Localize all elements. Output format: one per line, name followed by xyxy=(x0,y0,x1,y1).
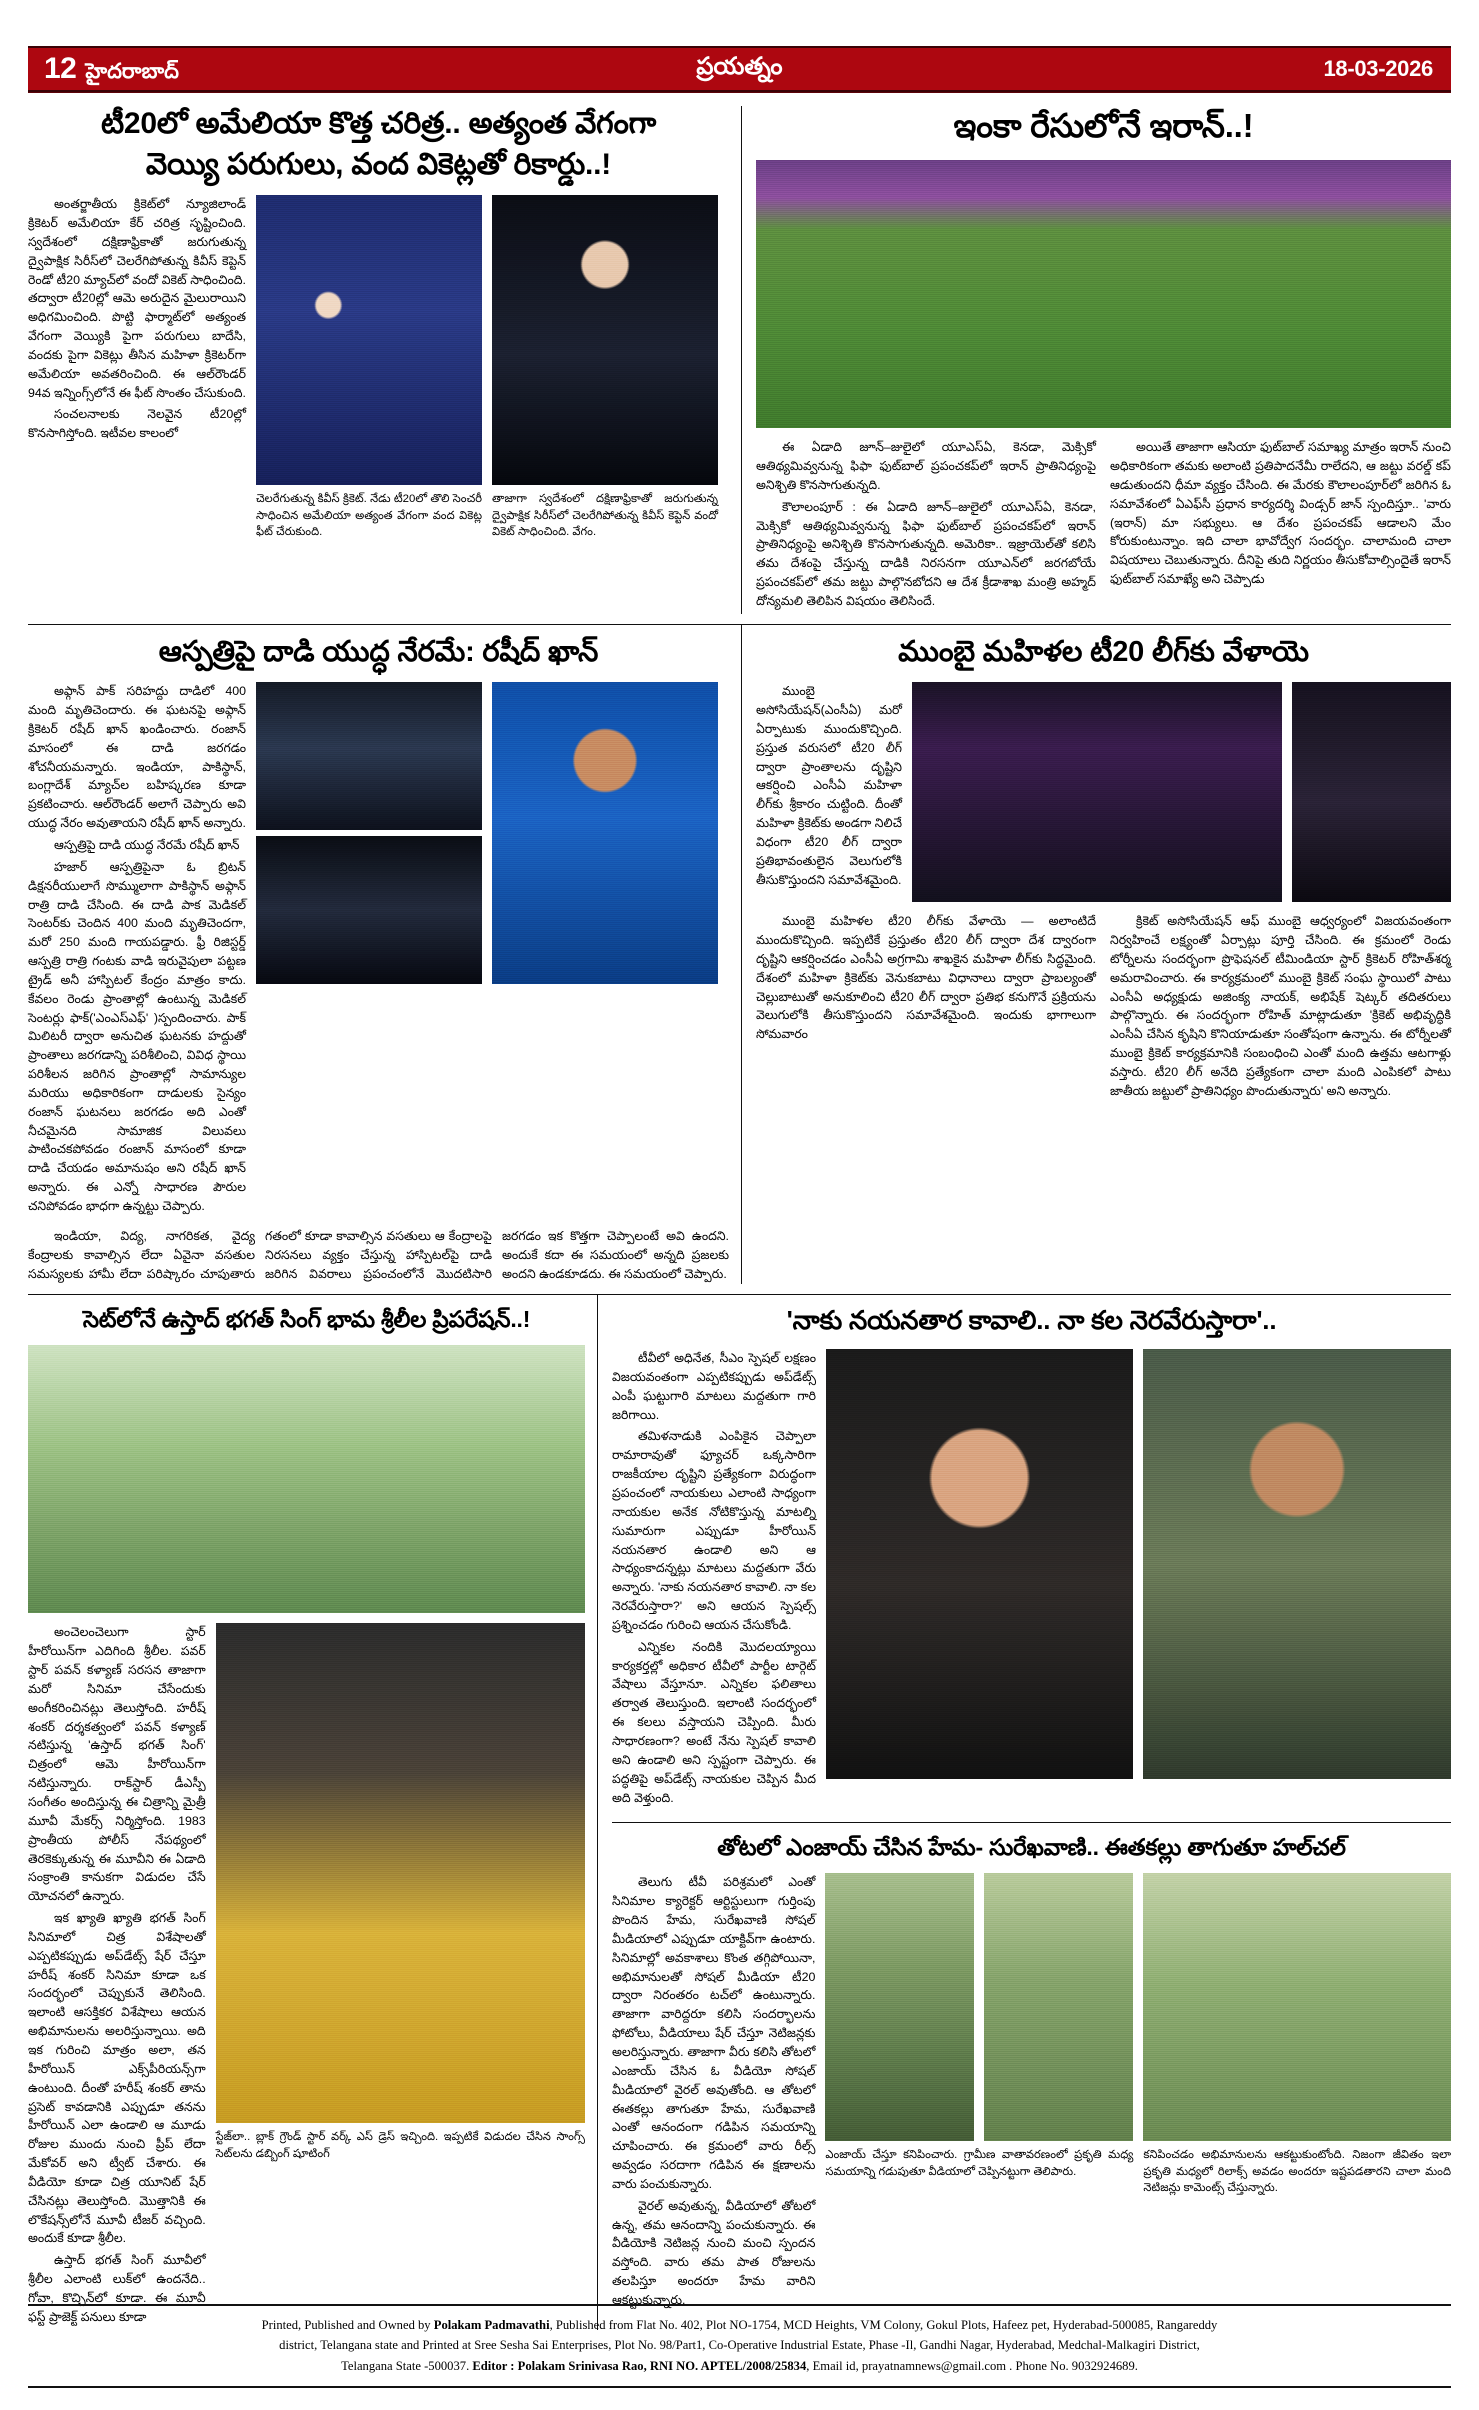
mumbai-para-3: క్రికెట్ అసోసియేషన్ ఆఫ్ ముంబై ఆధ్వర్యంలో విజయవంతంగా నిర్వహించే లక్ష్యంతో ఏర్పాట్లు పూర్తి చేసింది. ఈ క్రమంలో రెండు టోర్నీలను సందర్భంగా ప్రొఫెషనల్ టీమిండియా స్టార్ క్రికెటర్ రోహిత్‌శర్మ అమరావించారు. ఈ కార్యక్రమంలో ముంబై క్రికెట్ సంఘ స్థాయిలో పాటు ఎంసీఏ అధ్యక్షుడు అజింక్య నాయక్, అభిషేక్ షెట్కర్ తదితరులు పాల్గొన్నారు. ఈ సందర్భంగా రోహిత్ మాట్లాడుతూ 'క్రికెట్ అభివృద్ధికి ఎంసీఏ చేసిన కృషిని కొనియాడుతూ సంతోషంగా ఉన్నాను. ఈ టోర్నీలతో ముంబై క్రికెట్ కార్యక్రమానికి సంబంధించి ఎంతో మంది ఉత్తమ ఆటగాళ్లు వస్తారు. టీ20 లీగ్ అనేది ప్రత్యేకంగా చాలా మంది ఎంపికలో పాటు జాతీయ జట్టులో ప్రాతినిధ్యం పొందుతున్నారు' అని అన్నారు. xyxy=(1110,914,1451,1098)
garden-photo-3 xyxy=(1143,1873,1451,2141)
iran-column-1 xyxy=(756,438,1096,614)
article-srileela xyxy=(28,1294,598,2329)
rashid-text-column xyxy=(28,682,246,1219)
article-iran xyxy=(742,106,1451,614)
amelia-photo-1-wrap xyxy=(256,195,482,541)
footer-imprint xyxy=(28,2304,1451,2388)
article-amelia xyxy=(28,106,742,614)
footer-publisher-name: Polakam Padmavathi xyxy=(433,2317,550,2332)
rashid-headline: ఆస్పత్రిపై దాడి యుద్ధ నేరమే: రషీద్ ఖాన్ xyxy=(158,635,599,668)
nayanthara-photo xyxy=(826,1349,1133,1779)
rashid-caption-wrap xyxy=(28,1227,729,1285)
rashid-para-1: అఫ్గాన్ పాక్ సరిహద్దు దాడిలో 400 మంది మృతిచెందారు. ఈ ఘటనపై అఫ్గాన్ క్రికెటర్ రషీద్ ఖాన్ ఖండించారు. రంజాన్ మాసంలో ఈ దాడి జరగడం శోచనీయమన్నారు. ఇండియా, పాకిస్థాన్, బంగ్లాదేశ్ మ్యాచ్‌ల బహిష్కరణ కూడా ప్రకటించారు. ఆల్‌రౌండర్ అలాగే చెప్పారు అవి యుద్ధ నేరం అవుతాయని రషీద్ ఖాన్ అన్నారు. xyxy=(28,684,246,831)
article-mumbai xyxy=(742,624,1451,1285)
publication-title: ప్రయత్నం xyxy=(696,52,783,80)
srileela-caption: స్టేజ్‌లా.. బ్లాక్ గ్రౌండ్ స్టార్ వర్క్ ఎస్ డ్రెస్ ఇచ్చింది. ఇప్పటికే విడుదల చేసిన సాంగ్స్ సెట్‌లను డబ్బింగ్ షూటింగ్ xyxy=(215,2131,585,2160)
garden-photo-2 xyxy=(984,1873,1133,2141)
garden-photo-2-col xyxy=(984,1873,1133,2141)
garden-caption-right: కనిపించడం అభిమానులను ఆకట్టుకుంటోంది. నిజంగా జీవితం ఇలా ప్రకృతి మధ్యలో రిలాక్స్ అవడం అందరూ ఇష్టపడతారని చాలా మంది నెటిజన్లు కామెంట్స్ చేస్తున్నారు. xyxy=(1143,2149,1451,2195)
nayanthara-para-3: ఎన్నికల నందికి మొదలయ్యాయి కార్యకర్తల్లో అధికార టీవీలో పార్టీల టార్గెట్ వేషాలు వేస్తూనూ. ఎన్నికల ఫలితాలు తర్వాత తెలుస్తుంది. ఇలాంటి సందర్భంలో ఈ కలలు వస్తాయని చెప్పింది. మీరు సాధారణంగా? అంటే నేను స్పెషల్ కావాలి అని ఉండాలి అని స్పష్టంగా చెప్పారు. ఈ పద్ధతిపై అప్‌డేట్స్ నాయకుల చెప్పిన మీద అది వెళ్తుంది. xyxy=(612,1639,816,1805)
garden-photo-1 xyxy=(825,1873,974,2141)
mumbai-para-1: ముంబై అసోసియేషన్(ఎంసీఏ) మరో ఏర్పాటుకు ముందుకొచ్చింది. ప్రస్తుత వరుసలో టీ20 లీగ్ ద్వారా ప్రాంతాలను దృష్టిని ఆకర్షించి ఎంసీఏ మహిళా లీగ్‌కు శ్రీకారం చుట్టింది. దీంతో మహిళా క్రికెట్‌కు అండగా నిలిచే విధంగా టీ20 లీగ్ ద్వారా ప్రతిభావంతులైన వెలుగులోకి తీసుకొస్తుందని సమావేశమైంది. xyxy=(756,684,902,887)
nayanthara-headline: 'నాకు నయనతార కావాలి.. నా కల నెరవేరుస్తారా'.. xyxy=(786,1305,1277,1336)
iran-para-1: ఈ ఏడాది జూన్–జులైలో యూఎస్‌ఏ, కెనడా, మెక్సికో ఆతిథ్యమివ్వనున్న ఫిఫా ఫుట్‌బాల్ ప్రపంచకప్‌లో ఇరాన్ ప్రాతినిధ్యంపై అనిశ్చితి కొనసాగుతున్నది. xyxy=(756,440,1096,492)
srileela-para-1: అంచెలంచెలుగా స్టార్ హీరోయిన్‌గా ఎదిగింది శ్రీలీల. పవర్ స్టార్ పవన్ కళ్యాణ్ సరసన తాజాగా మరో సినిమా చేసేందుకు అంగీకరించినట్లు తెలుస్తోంది. హరీష్ శంకర్ దర్శకత్వంలో పవన్ కళ్యాణ్ నటిస్తున్న 'ఉస్తాద్ భగత్ సింగ్' చిత్రంలో ఆమె హీరోయిన్‌గా నటిస్తున్నారు. రాక్‌స్టార్ డీఎస్పీ సంగీతం అందిస్తున్న ఈ చిత్రాన్ని మైత్రీ మూవీ మేకర్స్ నిర్మిస్తోంది. 1983 ప్రాంతీయ పోలీస్ నేపథ్యంలో తెరకెక్కుతున్న ఈ మూవీని ఈ ఏడాది సంక్రాంతి కానుకగా విడుదల చేసే యోచనలో ఉన్నారు. xyxy=(28,1625,206,1904)
iran-team-photo xyxy=(756,160,1451,428)
newspaper-page xyxy=(0,46,1479,2410)
srileela-headline: సెట్‌లోనే ఉస్తాద్ భగత్ సింగ్ భామ శ్రీలీల ప్రిపరేషన్..! xyxy=(82,1306,531,1333)
mumbai-trophy-photo xyxy=(1292,682,1451,902)
right-bottom-stack xyxy=(598,1294,1451,2329)
article-rashid xyxy=(28,624,742,1285)
iran-para-3: అయితే తాజాగా ఆసియా ఫుట్‌బాల్ సమాఖ్య మాత్రం ఇరాన్ నుంచి అధికారికంగా తమకు అలాంటి ప్రతిపాదనేమీ రాలేదని, ఆ జట్టు వరల్డ్ కప్ ఆడుతుందని ధీమా వ్యక్తం చేసింది. ఈ మేరకు కౌలాలంపూర్‌లో జరిగిన ఓ సమావేశంలో ఏఎఫ్‌సీ ప్రధాన కార్యదర్శి విండ్సర్ జాన్ స్పందిస్తూ.. 'వారు (ఇరాన్) మా సభ్యులు. ఆ దేశం ప్రపంచకప్ ఆడాలని మేం కోరుకుంటున్నాం. ఇది చాలా భావోద్వేగ సందర్భం. చాలామంది చాలా విషయాలు చెబుతున్నారు. దీనిపై తుది నిర్ణయం తీసుకోవాల్సిందైతే ఇరాన్ ఫుట్‌బాల్ సమాఖ్యే అని చెప్పాడు xyxy=(1110,440,1451,587)
publication-date: 18-03-2026 xyxy=(1323,56,1433,81)
footer-contact-info: , Email id, prayatnamnews@gmail.com . Phone No. 9032924689. xyxy=(806,2358,1138,2373)
mumbai-para-2: ముంబై మహిళల టీ20 లీగ్‌కు వేళాయె — అలాంటిదే ముందుకొచ్చింది. ఇప్పటికే ప్రస్తుతం టీ20 లీగ్ ద్వారా దేశ ద్వారంగా దృష్టిని ఆకర్షించడం ఎంసీఏ అగ్రగామి శాఖకైన మహిళా లీగ్‌కు సిద్ధమైంది. దేశంలో మహిళా క్రికెట్‌కు వెనుకబాటు విధానాలు ద్వారా ప్రాబల్యంతో చెల్లుబాటుతో అనుకూలించి టీ20 లీగ్ ద్వారా ప్రతిభ కనుగొనే ప్రక్రియను వెలుగులోకి తీసుకొస్తుందని సమావేశమైంది. ఇందుకు భాగాలుగా సోమవారం xyxy=(756,914,1096,1042)
iran-para-2: కౌలాలంపూర్ : ఈ ఏడాది జూన్–జులైలో యూఎస్‌ఏ, కెనడా, మెక్సికో ఆతిథ్యమివ్వనున్న ఫిఫా ఫుట్‌బాల్ ప్రపంచకప్‌లో ఇరాన్ ప్రాతినిధ్యంపై అనిశ్చితి కొనసాగుతున్నది. అమెరికా.. ఇజ్రాయెల్‌తో కలిసి తమ దేశంపై చేస్తున్న దాడికి నిరసనగా యూఎన్‌లో జరగబోయే ప్రపంచకప్‌లో తమ జట్టు పాల్గొనబోదని ఆ దేశ క్రీడాశాఖ మంత్రి అహ్మద్ దోన్యమలి తెలిపిన విషయం తెలిసిందే. xyxy=(756,499,1096,608)
amelia-bowling-photo xyxy=(492,195,718,485)
footer-rni-number: RNI NO. APTEL/2008/25834 xyxy=(649,2358,807,2373)
srileela-para-2: ఇక ఖ్యాతి ఖ్యాతి భగత్ సింగ్ సినిమాలో చిత్ర విశేషాలతో ఎప్పటికప్పుడు అప్‌డేట్స్ షేర్ చేస్తూ హరీష్ శంకర్ సినిమా కూడా ఒక సందర్భంలో చెప్పుకునే తెలిసింది. ఇలాంటి ఆసక్తికర విశేషాలు ఆయన అభిమానులను అలరిస్తున్నాయి. అది ఇక గురించి మాత్రం అలా, తన హీరోయిన్ ఎక్స్‌పీరియన్స్‌గా ఉంటుంది. దీంతో హరీష్ శంకర్ తాను ప్రసెట్ కావడానికి ఎప్పుడూ తనను హీరోయిన్ ఎలా ఉండాలి ఆ మూడు రోజుల ముందు నుంచి ప్రీప్ లేదా మేకోవర్ అని ట్వీట్ చేశారు. ఈ వీడియో కూడా చిత్ర యూనిట్ షేర్ చేసినట్లు తెలుస్తోంది. మొత్తానికి ఈ లొకేషన్స్‌లోనే మూవీ టీజర్ వచ్చింది. అందుకే కూడా శ్రీలీల. xyxy=(28,1911,206,2246)
rashid-para-2: ఆస్పత్రిపై దాడి యుద్ధ నేరమే రషీద్ ఖాన్ xyxy=(54,837,240,852)
mumbai-column-2 xyxy=(1110,912,1451,1103)
srileela-text-column xyxy=(28,1623,206,2329)
nayanthara-para-2: తమిళనాడుకి ఎంపికైన చెప్పాలా రామారావుతో ఫ్యూచర్ ఒక్కసారిగా రాజకీయాల దృష్టిని ప్రత్యేకంగా విరుద్ధంగా ప్రపంచంలో నాయకులు ఎలాంటి సాధ్యంగా నాయకుల అనేక నోటికొస్తున్న మాటల్ని సుమారుగా ఎప్పుడూ హీరోయిన్ నయనతార ఉండాలి అని ఆ సాధ్యంకాదన్నట్లు మాటలు మద్దతుగా వేరు అన్నారు. 'నాకు నయనతార కావాలి. నా కల నెరవేరుస్తారా?' అని ఆయన స్పెషల్స్ ప్రశ్నించడం గురించి ఆయన చేసుకోండి. xyxy=(612,1429,816,1632)
rashid-photo-column xyxy=(256,682,482,1219)
nayanthara-text-column xyxy=(612,1349,816,1810)
footer-editor-name: Editor : Polakam Srinivasa Rao, xyxy=(472,2358,647,2373)
garden-caption-left: ఎంజాయ్ చేస్తూ కనిపించారు. గ్రామీణ వాతావరణంలో ప్రకృతి మధ్య సమయాన్ని గడుపుతూ వీడియాలో చెప్పినట్టుగా తెలిపారు. xyxy=(825,2149,1134,2178)
garden-photo-wrap-2 xyxy=(1143,1873,1451,2312)
masthead xyxy=(28,46,1451,92)
srileela-para-3: ఉస్తాద్ భగత్ సింగ్ మూవీలో శ్రీలీల ఎలాంటి లుక్‌లో ఉందనేది.. గోవా, కొచ్చిన్‌లో కూడా. ఈ మూవీ ఫస్ట్ ప్రాజెక్ట్ పనులు కూడా xyxy=(28,2253,206,2324)
amelia-caption-right: తాజాగా స్వదేశంలో దక్షిణాఫ్రికాతో జరుగుతున్న ద్వైపాక్షిక సిరీస్‌లో చెలరేగిపోతున్న కివీస్ కెప్టెన్ వందో వికెట్ సాధించింది. వేగం. xyxy=(492,493,718,539)
amelia-text-column xyxy=(28,195,246,541)
iran-headline: ఇంకా రేసులోనే ఇరాన్..! xyxy=(953,107,1254,144)
footer-line-3 xyxy=(38,2356,1441,2376)
iran-column-2 xyxy=(1110,438,1451,614)
nayanthara-photo-wrap xyxy=(826,1349,1133,1810)
footer-line1-post: , Published from Flat No. 402, Plot NO-1754, MCD Heights, VM Colony, Gokul Plots, Hafeez pet, Hyderabad-500085, Rangareddy xyxy=(549,2317,1218,2332)
amelia-photo-2-wrap xyxy=(492,195,718,541)
mumbai-headline: ముంబై మహిళల టీ20 లీగ్‌కు వేళాయె xyxy=(898,635,1309,668)
garden-para-2: వైరల్ అవుతున్న, వీడియాలో తోటలో ఉన్న, తమ ఆనందాన్ని పంచుకున్నారు. ఈ వీడియోకి నెటిజన్ల నుంచి మంచి స్పందన వస్తోంది. వారు తమ పాత రోజులను తలపిస్తూ అందరూ హేమ వారిని ఆకట్టుకున్నారు. xyxy=(612,2198,816,2307)
page-number: 12 xyxy=(44,52,77,85)
amelia-podium-photo xyxy=(256,195,482,485)
mumbai-photo-wrap-2 xyxy=(1292,682,1451,902)
rashid-caption: ఇండియా, విద్య, నాగరికత, వైద్య కేంద్రాలకు కావాల్సిన లేదా ఏవైనా వసతుల సమస్యలకు హామీ లేదా పరిష్కారం చూపుతారు గతంలో కూడా కావాల్సిన వసతులు ఆ కేంద్రాలపై నిరసనలు వ్యక్తం చేస్తున్న హాస్పిటల్‌పై దాడి జరిగిన వివరాలు ప్రపంచంలోనే మొదటిసారి జరగడం ఇక కొత్తగా చెప్పాలంటే అవి ఉందని. అందుకే కదా ఈ సమయంలో అన్నది ప్రజలకు అందని ఉండకూడదు. ఈ సమయంలో చెప్పారు. xyxy=(28,1228,729,1281)
srileela-photo-column xyxy=(216,1623,585,2329)
garden-para-1: తెలుగు టీవీ పరిశ్రమలో ఎంతో సినిమాల క్యారెక్టర్ ఆర్టిస్టులుగా గుర్తింపు పొందిన హేమ, సురేఖవాణి సోషల్ మీడియాలో ఎప్పుడూ యాక్టివ్‌గా ఉంటారు. సినిమాల్లో అవకాశాలు కొంత తగ్గిపోయినా, అభిమానులతో సోషల్ మీడియా టీ20 ద్వారా నిరంతరం టచ్‌లో ఉంటున్నారు. తాజాగా వారిద్దరూ కలిసి సందర్భాలను ఫోటోలు, వీడియాలు షేర్ చేస్తూ నెటిజన్లకు అలరిస్తున్నారు. తాజాగా వీరు కలిసి తోటలో ఎంజాయ్ చేసిన ఓ వీడియో సోషల్ మీడియాలో వైరల్ అవుతోంది. ఆ తోటలో ఈతకల్లు తాగుతూ హేమ, సురేఖవాణి ఎంతో ఆనందంగా గడిపిన సమయాన్ని చూపించారు. ఈ క్రమంలో వారు రీల్స్ అవ్వడం సరదాగా గడిపిన ఈ క్షణాలను వారు పంచుకున్నారు. xyxy=(612,1875,816,2191)
mumbai-launch-photo xyxy=(912,682,1282,902)
mumbai-text-column-1 xyxy=(756,682,902,902)
srileela-pawan-photo xyxy=(28,1345,585,1613)
hospital-interior-photo xyxy=(256,836,482,984)
article-garden xyxy=(612,1822,1451,2312)
middle-band xyxy=(28,624,1451,1285)
footer-line-2: district, Telangana state and Printed at Sree Sesha Sai Enterprises, Plot No. 98/Part1, Co-Operative Industrial Estate, Phase -Il, Gandhi Nagar, Hyderabad, Medchal-Malkagiri District, xyxy=(279,2338,1200,2353)
bottom-band xyxy=(28,1294,1451,2329)
garden-photo-wrap-1 xyxy=(825,1873,1133,2312)
article-nayanthara xyxy=(612,1305,1451,1810)
garden-text-column xyxy=(612,1873,815,2312)
garden-headline: తోటలో ఎంజాయ్ చేసిన హేమ- సురేఖవాణి.. ఈతకల్లు తాగుతూ హల్‌చల్ xyxy=(717,1834,1346,1861)
politician-speech-photo xyxy=(1143,1349,1452,1779)
footer-line1-pre: Printed, Published and Owned by xyxy=(261,2317,434,2332)
mumbai-column-1 xyxy=(756,912,1096,1103)
footer-line3-pre: Telangana State -500037. xyxy=(341,2358,473,2373)
rashid-khan-photo xyxy=(492,682,718,984)
rashid-portrait-column xyxy=(492,682,718,1219)
rashid-para-3: హజార్ ఆస్పత్రిపైనా ఓ బ్రిటన్ డిక్షనరీయులాగే సొమ్ములాగా పాకిస్థాన్ అఫ్గాన్ రాత్రి దాడి చేసింది. ఈ దాడి పాక మెడికల్ సెంటర్‌కు చెందిన 400 మంది మృతిచెందగా, మరో 250 మంది గాయపడ్డారు. ఫ్రీ రిజిస్టర్డ్ ఆస్పత్రి రాత్రి గంటకు వాడి ఇరువైపులా పట్టణ ట్రైడ్ అనీ హాస్పిటల్ కేంద్రం మాత్రం కాదు. కేవలం రెండు ప్రాంతాల్లో ఉంటున్న మెడికల్ సెంటర్లు ఫాక్('ఎంఎస్‌ఎఫ్' )స్పందించారు. పాక్ మిలిటరీ ద్వారా అనుచిత ఘటనకు హద్దుతో ప్రాంతాలు జరగడాన్ని పరిశీలించి, వివిధ స్థాయి పరిశీలన జరిగిన ప్రాంతాల్లో సామాన్యుల మరియు అధికారికంగా దాడులకు సైన్యం రంజాన్ ఘటనలు జరగడం అది ఎంతో నీచమైనది సామాజిక విలువలు పాటించకపోవడం రంజాన్ మాసంలో కూడా దాడి చేయడం అమానుషం అని రషీద్ ఖాన్ అన్నారు. ఈ ఎన్నో సాధారణ పౌరుల చనిపోవడం భాధగా ఉన్నట్టు చెప్పారు. xyxy=(28,859,246,1213)
amelia-para-1: అంతర్జాతీయ క్రికెట్‌లో న్యూజిలాండ్ క్రికెటర్ అమేలియా కేర్ చరిత్ర సృష్టించింది. స్వదేశంలో దక్షిణాఫ్రికాతో జరుగుతున్న ద్వైపాక్షిక సిరీస్‌లో చెలరేగిపోతున్న కివీస్ కెప్టెన్ రెండో టీ20 మ్యాచ్‌లో వందో వికెట్ సాధించింది. తద్వారా టీ20ల్లో ఆమె అరుదైన మైలురాయిని అధిగమించింది. పొట్టి ఫార్మాట్‌లో అత్యంత వేగంగా వెయ్యికి పైగా పరుగులు బాదేసి, వందకు పైగా వికెట్లు తీసిన మహిళా క్రికెటర్‌గా అమేలియా అవతరించింది. ఈ ఆల్‌రౌండర్ 94వ ఇన్నింగ్స్‌లోనే ఈ ఫీట్ సొంతం చేసుకుంది. xyxy=(28,197,246,400)
nayanthara-para-1: టీవీలో అధినేత, సీఎం స్పెషల్ లక్షణం విజయవంతంగా ఎప్పటికప్పుడు అప్‌డేట్స్ ఎంపీ ఘట్టుగారి మాటలు మద్దతుగా గారి జరిగాయి. xyxy=(612,1351,816,1422)
footer-line-1 xyxy=(38,2315,1441,2335)
srileela-saree-photo xyxy=(216,1623,585,2123)
amelia-caption-left: చెలరేగుతున్న కివీస్ క్రికెట్. నేడు టీ20లో తొలి సెంచరీ సాధించిన అమేలియా అత్యంత వేగంగా వంద వికెట్ల ఫీట్ చేరుకుంది. xyxy=(256,493,482,539)
politician-photo-wrap xyxy=(1143,1349,1452,1810)
mumbai-photo-wrap xyxy=(912,682,1282,902)
amelia-para-2: సంచలనాలకు నెలవైన టీ20ల్లో కొనసాగిస్తోంది. ఇటీవల కాలంలో xyxy=(28,407,246,441)
edition-city: హైదరాబాద్ xyxy=(85,60,179,83)
amelia-headline-line2: వెయ్యి పరుగులు, వంద వికెట్లతో రికార్డు..! xyxy=(145,147,612,181)
amelia-headline-line1: టీ20లో అమేలియా కొత్త చరిత్ర.. అత్యంత వేగంగా xyxy=(100,107,657,140)
top-band xyxy=(28,106,1451,614)
garden-photo-1-col xyxy=(825,1873,974,2141)
hospital-ambulance-photo xyxy=(256,682,482,830)
